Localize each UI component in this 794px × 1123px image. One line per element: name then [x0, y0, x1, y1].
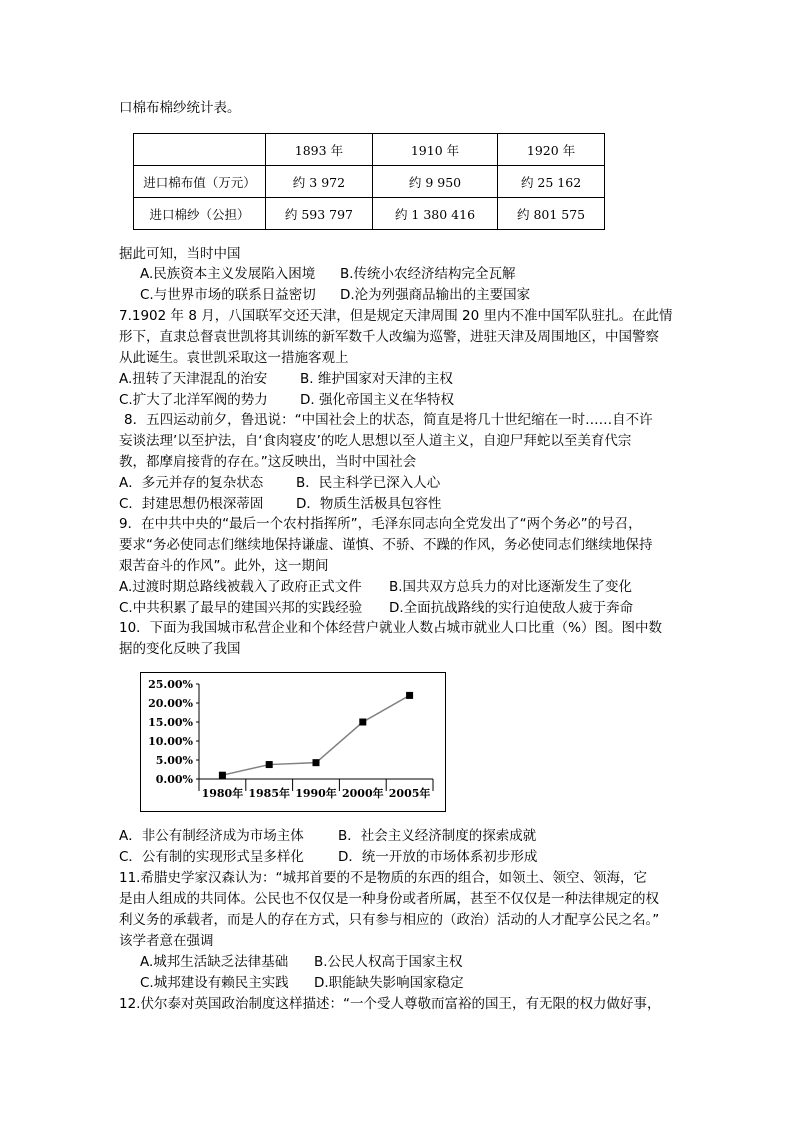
table-row-label: 进口棉布值（万元）	[134, 166, 266, 198]
table-cell: 约 3 972	[266, 166, 373, 198]
table-cell: 约 25 162	[498, 166, 605, 198]
q11-stem-line-1: 11.希腊史学家汉森认为：“城邦首要的不是物质的东西的组合，如领土、领空、领海，它	[119, 870, 647, 886]
table-cell: 约 1 380 416	[372, 198, 497, 230]
q11-stem-line-3: 利义务的承载者，而是人的存在方式，只有参与相应的（政治）活动的人才配享公民之名。”	[119, 912, 660, 928]
q7-stem-line-3: 从此诞生。袁世凯采取这一措施客观上	[119, 350, 349, 366]
table-cell: 约 9 950	[372, 166, 497, 198]
q12-stem-line-1: 12.伏尔泰对英国政治制度这样描述：“一个受人尊敬而富裕的国王，有无限的权力做好事，	[119, 996, 661, 1012]
q11-option-d: D.职能缺失影响国家稳定	[314, 975, 464, 991]
x-tick-label: 2000年	[341, 787, 384, 800]
data-point-marker	[313, 759, 320, 766]
x-tick-label: 2005年	[388, 787, 431, 800]
q8-option-b: B．民主科学已深入人心	[296, 475, 441, 491]
q7-option-a: A.扭转了天津混乱的治安	[119, 371, 268, 387]
q6-option-a: A.民族资本主义发展陷入困境	[140, 266, 316, 282]
q11-option-c: C.城邦建设有赖民主实践	[140, 975, 289, 991]
table-cell: 约 593 797	[266, 198, 373, 230]
q7-option-d: D. 强化帝国主义在华特权	[300, 392, 454, 408]
data-point-marker	[219, 772, 226, 779]
q8-option-d: D．物质生活极具包容性	[296, 496, 442, 512]
x-tick-label: 1985年	[248, 787, 291, 800]
q10-option-b: B．社会主义经济制度的探索成就	[338, 828, 537, 844]
table-row-label: 进口棉纱（公担）	[134, 198, 266, 230]
q6-stem: 据此可知，当时中国	[119, 246, 241, 262]
table-header-cell	[134, 134, 266, 166]
q10-option-a: A．非公有制经济成为市场主体	[119, 828, 304, 844]
q9-stem-line-2: 要求“务必使同志们继续地保持谦虚、谨慎、不骄、不躁的作风，务必使同志们继续地保持	[119, 537, 653, 553]
line-chart	[141, 673, 445, 811]
table-header-cell: 1920 年	[498, 134, 605, 166]
q8-stem-line-2: 妄谈法理’以至护法，自‘食肉寝皮’的吃人思想以至人道主义，自迎尸拜蛇以至美育代宗	[119, 433, 632, 449]
employment-share-chart	[140, 672, 446, 812]
q11-option-b: B.公民人权高于国家主权	[314, 954, 463, 970]
q11-stem-line-2: 是由人组成的共同体。公民也不仅仅是一种身份或者所属，甚至不仅仅是一种法律规定的权	[119, 891, 659, 907]
table-header-cell: 1893 年	[266, 134, 373, 166]
table-header-cell: 1910 年	[372, 134, 497, 166]
q9-stem-line-1: 9．在中共中央的“最后一个农村指挥所”，毛泽东同志向全党发出了“两个务必”的号召，	[119, 516, 642, 532]
chart-layer	[148, 678, 433, 800]
q11-option-a: A.城邦生活缺乏法律基础	[140, 954, 289, 970]
y-tick-label: 20.00%	[148, 697, 193, 710]
q8-stem-line-1: 8．五四运动前夕，鲁迅说：“中国社会上的状态，简直是将几十世纪缩在一时……自不许	[124, 412, 653, 428]
data-point-marker	[406, 692, 413, 699]
y-tick-label: 0.00%	[155, 773, 193, 786]
q6-option-b: B.传统小农经济结构完全瓦解	[340, 266, 516, 282]
q9-option-d: D.全面抗战路线的实行迫使敌人疲于奔命	[389, 600, 634, 616]
y-tick-label: 25.00%	[148, 678, 193, 691]
table-row	[134, 198, 605, 230]
q8-option-a: A．多元并存的复杂状态	[119, 475, 264, 491]
data-point-marker	[359, 719, 366, 726]
y-tick-label: 15.00%	[148, 716, 193, 729]
table-header-row	[134, 134, 605, 166]
q7-stem-line-2: 形下，直隶总督袁世凯将其训练的新军数千人改编为巡警，进驻天津及周围地区，中国警察	[119, 329, 659, 345]
q9-option-c: C.中共积累了最早的建国兴邦的实践经验	[119, 600, 363, 616]
q10-stem-line-1: 10．下面为我国城市私营企业和个体经营户就业人数占城市就业人口比重（%）图。图中数	[119, 620, 663, 636]
cotton-import-table	[133, 133, 605, 230]
q10-option-c: C．公有制的实现形式呈多样化	[119, 849, 304, 865]
y-tick-label: 10.00%	[148, 735, 193, 748]
table-row	[134, 166, 605, 198]
q11-stem-line-4: 该学者意在强调	[119, 933, 214, 949]
q9-option-a: A.过渡时期总路线被载入了政府正式文件	[119, 579, 362, 595]
q7-stem-line-1: 7.1902 年 8 月，八国联军交还天津，但是规定天津周围 20 里内不准中国军队驻扎。在此情	[119, 308, 673, 324]
x-tick-label: 1980年	[201, 787, 244, 800]
q10-option-d: D．统一开放的市场体系初步形成	[338, 849, 538, 865]
intro-line: 口棉布棉纱统计表。	[119, 100, 241, 116]
q7-option-b: B. 维护国家对天津的主权	[300, 371, 453, 387]
q8-option-c: C．封建思想仍根深蒂固	[119, 496, 264, 512]
table-cell: 约 801 575	[498, 198, 605, 230]
q7-option-c: C.扩大了北洋军阀的势力	[119, 392, 268, 408]
q8-stem-line-3: 教，都摩肩接背的存在。”这反映出，当时中国社会	[119, 454, 417, 470]
q10-stem-line-2: 据的变化反映了我国	[119, 641, 241, 657]
y-tick-label: 5.00%	[155, 754, 193, 767]
q6-option-d: D.沦为列强商品输出的主要国家	[340, 287, 531, 303]
q9-option-b: B.国共双方总兵力的对比逐渐发生了变化	[389, 579, 633, 595]
x-tick-label: 1990年	[295, 787, 337, 800]
q6-option-c: C.与世界市场的联系日益密切	[140, 287, 316, 303]
q9-stem-line-3: 艰苦奋斗的作风”。此外，这一期间	[119, 558, 329, 574]
data-point-marker	[266, 761, 273, 768]
